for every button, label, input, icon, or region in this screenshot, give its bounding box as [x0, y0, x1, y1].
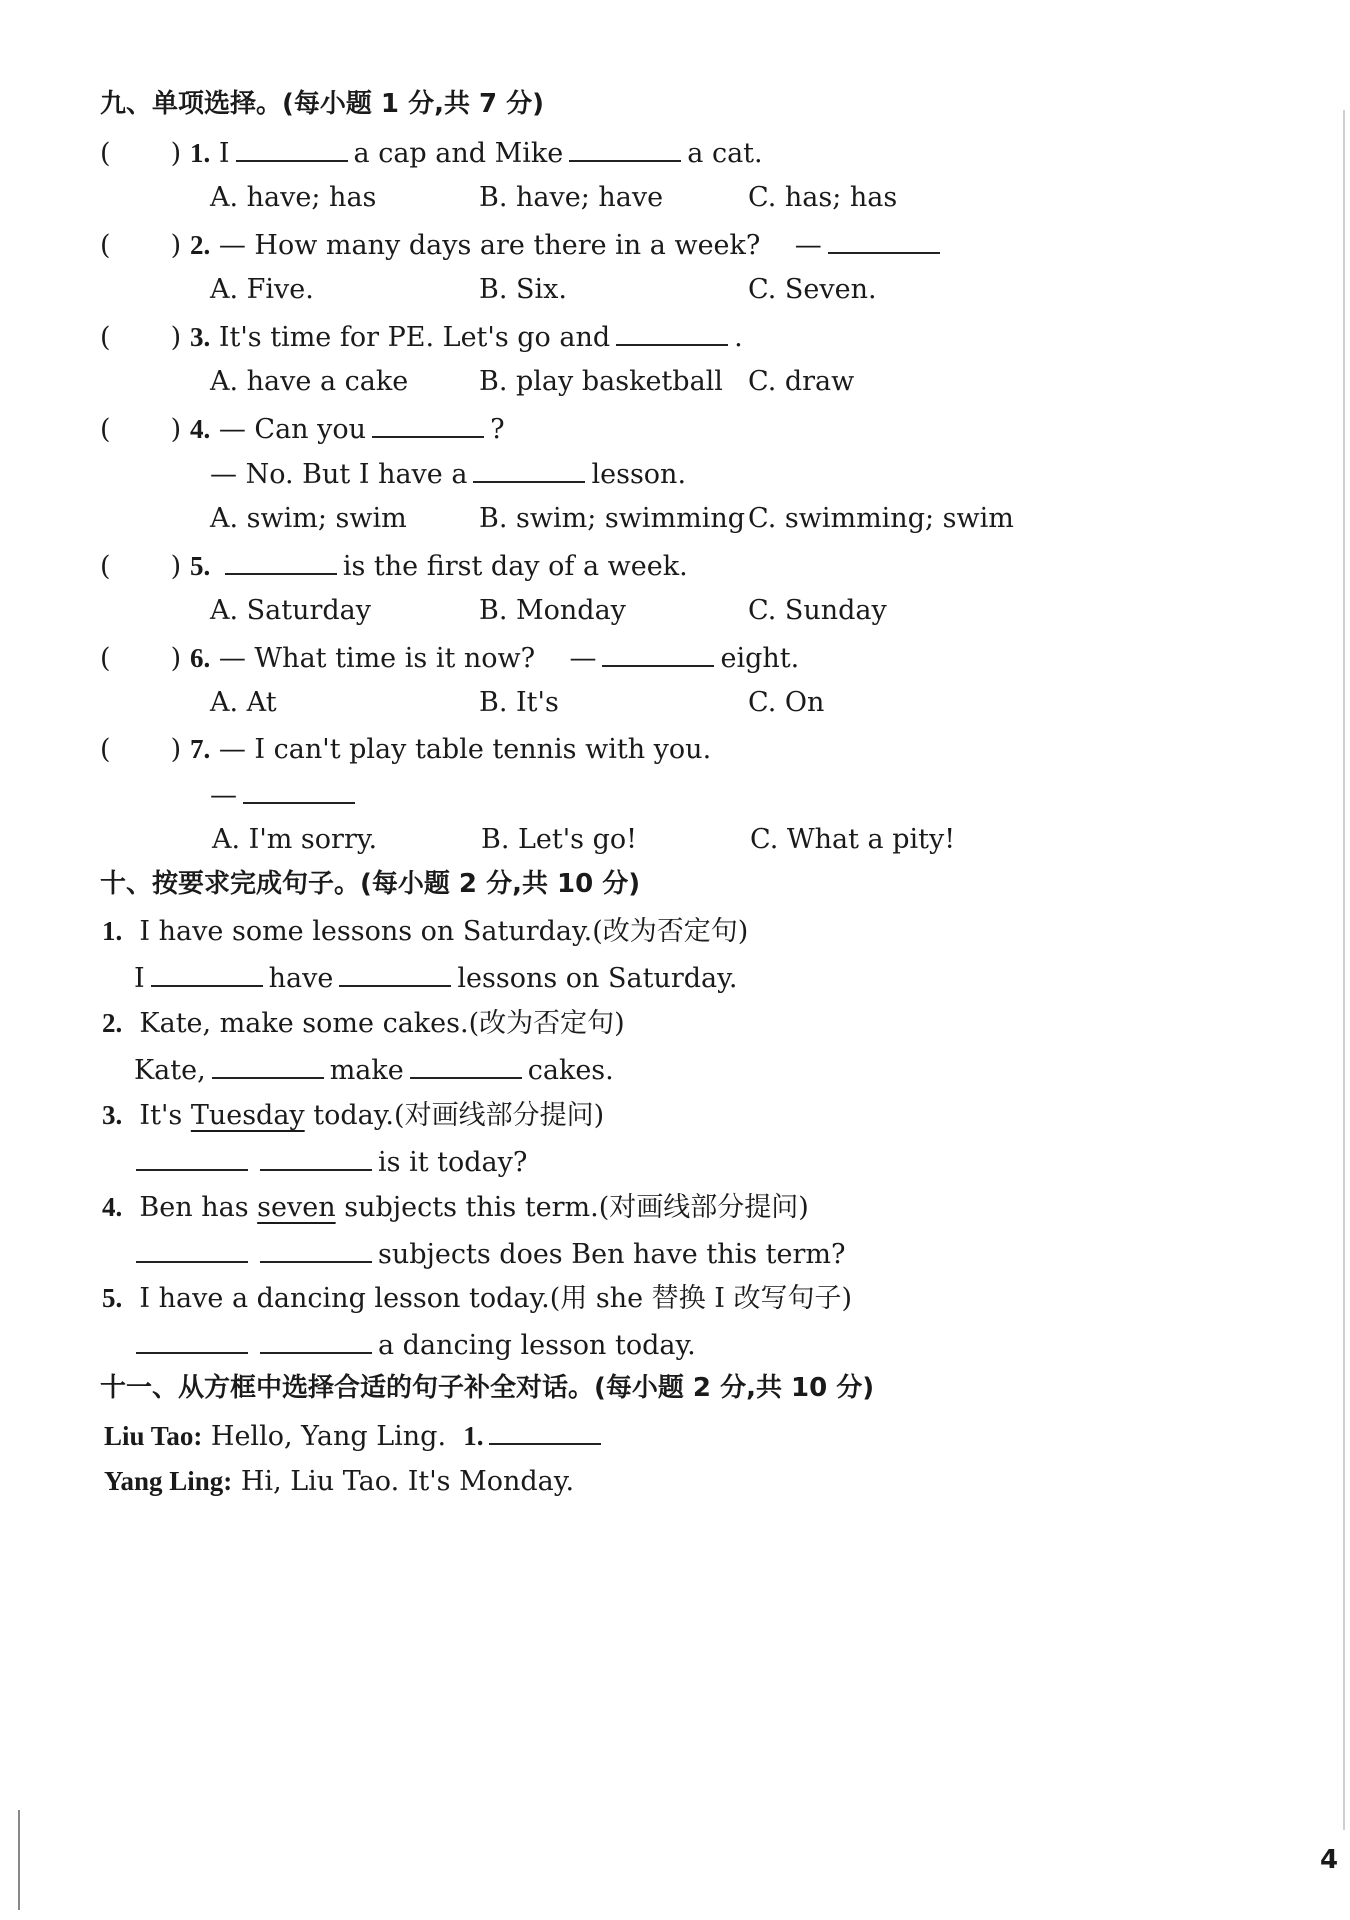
option-b: B. Monday [479, 595, 626, 626]
question-4-reply [210, 455, 686, 493]
answer-text: cakes. [527, 1055, 614, 1086]
option-c: C. has; has [748, 182, 898, 213]
question-5 [100, 547, 688, 585]
question-6 [100, 639, 799, 677]
answer-bracket[interactable]: ( ) [100, 322, 182, 353]
page-number: 4 [1320, 1845, 1339, 1875]
answer-text: I [134, 963, 145, 994]
option-a: A. I'm sorry. [212, 824, 378, 855]
item-instruction: (对画线部分提问) [394, 1100, 605, 1131]
rewrite-answer-2 [134, 1051, 614, 1089]
answer-blank[interactable] [602, 639, 714, 667]
binding-edge-line [18, 1810, 20, 1910]
answer-blank[interactable] [136, 1235, 248, 1263]
option-a: A. swim; swim [210, 503, 407, 534]
option-a: A. have; has [210, 182, 377, 213]
option-c: C. Seven. [748, 274, 877, 305]
blank-number: 1. [463, 1421, 484, 1451]
option-c: C. On [748, 687, 825, 718]
question-text: a cap and Mike [353, 138, 564, 169]
item-number: 2. [102, 1008, 123, 1038]
question-7 [100, 731, 711, 768]
rewrite-item-2 [102, 1005, 625, 1042]
question-3 [100, 318, 743, 356]
item-instruction: (对画线部分提问) [598, 1192, 809, 1223]
answer-bracket[interactable]: ( ) [100, 643, 182, 674]
item-number: 5. [102, 1283, 123, 1313]
question-number: 5. [190, 551, 211, 581]
answer-blank[interactable] [243, 776, 355, 804]
item-sentence: I have some lessons on Saturday. [139, 916, 593, 947]
question-text: — Can you [218, 414, 367, 445]
speaker-name: Yang Ling: [104, 1466, 233, 1496]
answer-bracket[interactable]: ( ) [100, 230, 182, 261]
item-instruction: (改为否定句) [468, 1008, 625, 1039]
option-a: A. Saturday [210, 595, 372, 626]
question-number: 1. [190, 138, 211, 168]
rewrite-answer-4 [130, 1235, 845, 1273]
item-number: 1. [102, 916, 123, 946]
answer-blank[interactable] [260, 1143, 372, 1171]
option-c: C. Sunday [748, 595, 887, 626]
question-text: It's time for PE. Let's go and [218, 322, 611, 353]
answer-text: subjects does Ben have this term? [378, 1239, 846, 1270]
underlined-word: seven [257, 1192, 336, 1223]
answer-bracket[interactable]: ( ) [100, 734, 182, 765]
option-b: B. Let's go! [481, 824, 638, 855]
answer-blank[interactable] [151, 959, 263, 987]
dialogue-line-2 [104, 1463, 574, 1500]
question-text: ? [490, 414, 505, 445]
rewrite-answer-5 [130, 1326, 696, 1364]
option-a: A. Five. [210, 274, 314, 305]
question-text: — How many days are there in a week? [218, 230, 761, 261]
question-number: 6. [190, 643, 211, 673]
question-text: is the first day of a week. [342, 551, 688, 582]
section-10-title: 十、按要求完成句子。(每小题 2 分,共 10 分) [100, 869, 641, 899]
option-b: B. It's [479, 687, 559, 718]
item-instruction: (改为否定句) [592, 916, 749, 947]
option-a: A. have a cake [210, 366, 409, 397]
question-text: eight. [720, 643, 800, 674]
question-number: 4. [190, 414, 211, 444]
answer-text: Kate, [134, 1055, 206, 1086]
rewrite-item-5 [102, 1280, 852, 1317]
question-text: lesson. [591, 459, 687, 490]
item-sentence: It's [139, 1100, 183, 1131]
item-number: 4. [102, 1192, 123, 1222]
answer-text: make [329, 1055, 404, 1086]
answer-blank[interactable] [473, 455, 585, 483]
question-text: — No. But I have a [210, 459, 468, 490]
question-7-reply [210, 776, 361, 814]
dialogue-line-1 [104, 1417, 607, 1455]
answer-blank[interactable] [489, 1417, 601, 1445]
option-b: B. play basketball [479, 366, 723, 397]
section-9-title: 九、单项选择。(每小题 1 分,共 7 分) [100, 89, 545, 119]
question-2 [100, 226, 946, 264]
rewrite-item-4 [102, 1189, 809, 1226]
answer-blank[interactable] [136, 1143, 248, 1171]
answer-blank[interactable] [339, 959, 451, 987]
rewrite-answer-1 [134, 959, 737, 997]
item-instruction: (用 she 替换 I 改写句子) [549, 1283, 853, 1314]
question-number: 7. [190, 734, 211, 764]
item-number: 3. [102, 1100, 123, 1130]
answer-text: a dancing lesson today. [378, 1330, 696, 1361]
item-sentence: Kate, make some cakes. [139, 1008, 469, 1039]
question-text: — [210, 780, 237, 811]
question-text: — What time is it now? [218, 643, 536, 674]
option-b: B. have; have [479, 182, 664, 213]
answer-blank[interactable] [260, 1326, 372, 1354]
question-text: . [734, 322, 743, 353]
speaker-name: Liu Tao: [104, 1421, 203, 1451]
section-11-title: 十一、从方框中选择合适的句子补全对话。(每小题 2 分,共 10 分) [100, 1373, 875, 1403]
item-sentence: subjects this term. [344, 1192, 599, 1223]
answer-text: have [268, 963, 334, 994]
rewrite-answer-3 [130, 1143, 527, 1181]
item-sentence: Ben has [139, 1192, 249, 1223]
question-text: — [569, 643, 597, 674]
option-c: C. swimming; swim [748, 503, 1014, 534]
option-c: C. draw [748, 366, 855, 397]
rewrite-item-3 [102, 1097, 604, 1134]
dialogue-text: Hi, Liu Tao. It's Monday. [240, 1466, 575, 1497]
answer-blank[interactable] [410, 1051, 522, 1079]
answer-blank[interactable] [236, 134, 348, 162]
page-edge-divider [1343, 110, 1345, 1830]
answer-blank[interactable] [136, 1326, 248, 1354]
option-a: A. At [210, 687, 277, 718]
rewrite-item-1 [102, 913, 748, 950]
answer-bracket[interactable]: ( ) [100, 551, 182, 582]
question-text: — I can't play table tennis with you. [218, 734, 712, 765]
answer-blank[interactable] [616, 318, 728, 346]
answer-blank[interactable] [828, 226, 940, 254]
option-b: B. Six. [479, 274, 567, 305]
answer-blank[interactable] [569, 134, 681, 162]
answer-blank[interactable] [212, 1051, 324, 1079]
question-text: — [794, 230, 822, 261]
answer-text: is it today? [378, 1147, 528, 1178]
dialogue-text: Hello, Yang Ling. [210, 1421, 447, 1452]
question-text: I [218, 138, 230, 169]
item-sentence: I have a dancing lesson today. [139, 1283, 550, 1314]
answer-blank[interactable] [372, 410, 484, 438]
item-sentence: today. [313, 1100, 395, 1131]
question-1 [100, 134, 763, 172]
answer-blank[interactable] [260, 1235, 372, 1263]
question-number: 3. [190, 322, 211, 352]
answer-blank[interactable] [225, 547, 337, 575]
question-text: a cat. [687, 138, 763, 169]
answer-text: lessons on Saturday. [457, 963, 738, 994]
question-4 [100, 410, 505, 448]
option-b: B. swim; swimming [479, 503, 746, 534]
underlined-word: Tuesday [190, 1100, 305, 1131]
question-number: 2. [190, 230, 211, 260]
answer-bracket[interactable]: ( ) [100, 414, 182, 445]
option-c: C. What a pity! [750, 824, 956, 855]
answer-bracket[interactable]: ( ) [100, 138, 182, 169]
